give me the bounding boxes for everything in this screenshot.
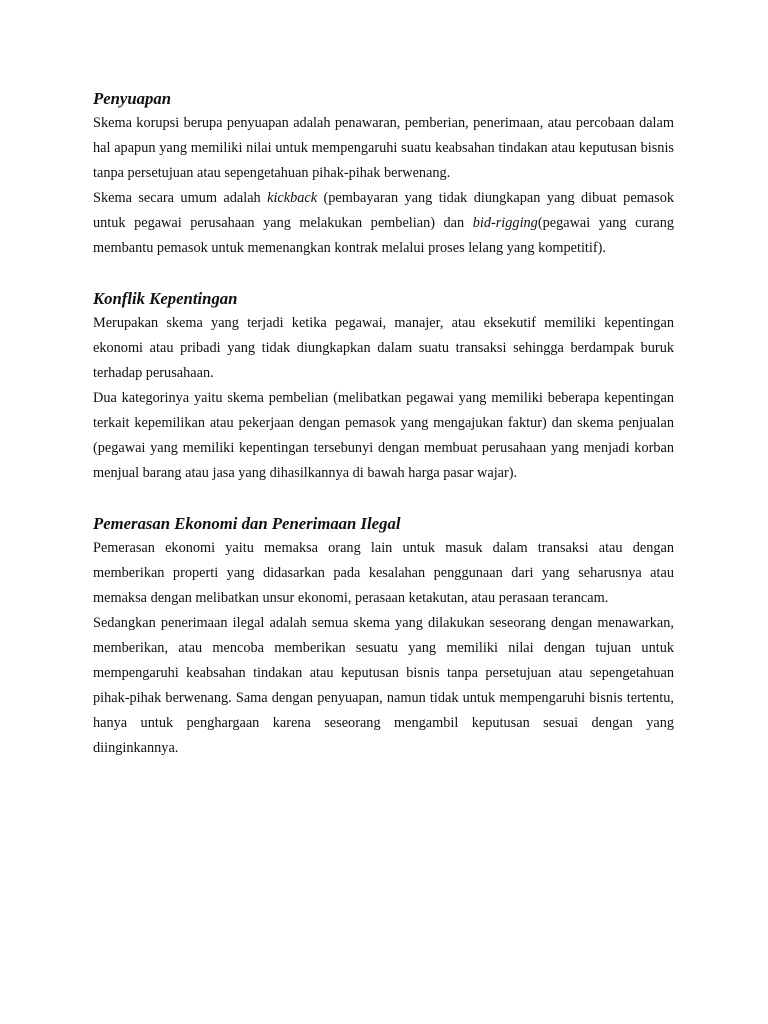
spacer — [93, 486, 674, 511]
paragraph: Skema korupsi berupa penyuapan adalah penawaran, pemberian, penerimaan, atau percobaan dalam hal apapun yang memiliki nilai untuk mempengaruhi suatu keabsahan tindakan atau keputusan bisnis tanpa persetujuan atau sepengetahuan pihak-pihak berwenang. — [93, 115, 674, 181]
paragraph: Dua kategorinya yaitu skema pembelian (melibatkan pegawai yang memiliki beberapa kepentingan terkait kepemilikan atau pekerjaan dengan pemasok yang mengajukan faktur) dan skema penjualan (pegawai yang memiliki kepentingan tersebunyi dengan membuat perusahaan yang menjadi korban menjual barang atau jasa yang dihasilkannya di bawah harga pasar wajar). — [93, 390, 674, 481]
paragraph — [93, 186, 674, 261]
text-run: (pegawai yang curang membantu pemasok untuk memenangkan kontrak melalui proses lelang yang kompetitif). — [93, 215, 674, 256]
paragraph: Pemerasan ekonomi yaitu memaksa orang lain untuk masuk dalam transaksi atau dengan memberikan properti yang didasarkan pada kesalahan penggunaan dari yang seharusnya atau memaksa dengan melibatkan unsur ekonomi, perasaan ketakutan, atau perasaan terancam. — [93, 540, 674, 606]
paragraph: Sedangkan penerimaan ilegal adalah semua skema yang dilakukan seseorang dengan menawarkan, memberikan, atau mencoba memberikan sesuatu yang memiliki nilai dengan tujuan untuk mempengaruhi keabsahan tindakan atau keputusan bisnis tanpa persetujuan atau sepengetahuan pihak-pihak berwenang. Sama dengan penyuapan, namun tidak untuk mempengaruhi bisnis tertentu, hanya untuk penghargaan karena seseorang mengambil keputusan sesuai dengan yang diinginkannya. — [93, 615, 674, 756]
italic-term-bid-rigging: bid-rigging — [472, 215, 538, 231]
document-page — [93, 86, 674, 761]
spacer — [93, 261, 674, 286]
text-run: (pembayaran yang tidak diungkapan yang dibuat pemasok untuk pegawai perusahaan yang melakukan pembelian) dan — [93, 190, 674, 231]
section-konflik-kepentingan — [93, 286, 674, 486]
section-title-penyuapan: Penyuapan — [93, 89, 172, 108]
italic-term-kickback: kickback — [267, 190, 318, 206]
section-title-konflik-kepentingan: Konflik Kepentingan — [93, 289, 238, 308]
section-title-pemerasan-ekonomi: Pemerasan Ekonomi dan Penerimaan Ilegal — [93, 514, 401, 533]
text-run: Skema secara umum adalah — [93, 190, 268, 206]
section-penyuapan — [93, 86, 674, 261]
paragraph: Merupakan skema yang terjadi ketika pegawai, manajer, atau eksekutif memiliki kepentingan ekonomi atau pribadi yang tidak diungkapkan dalam suatu transaksi sehingga berdampak buruk terhadap perusahaan. — [93, 315, 674, 381]
section-pemerasan-ekonomi — [93, 511, 674, 761]
